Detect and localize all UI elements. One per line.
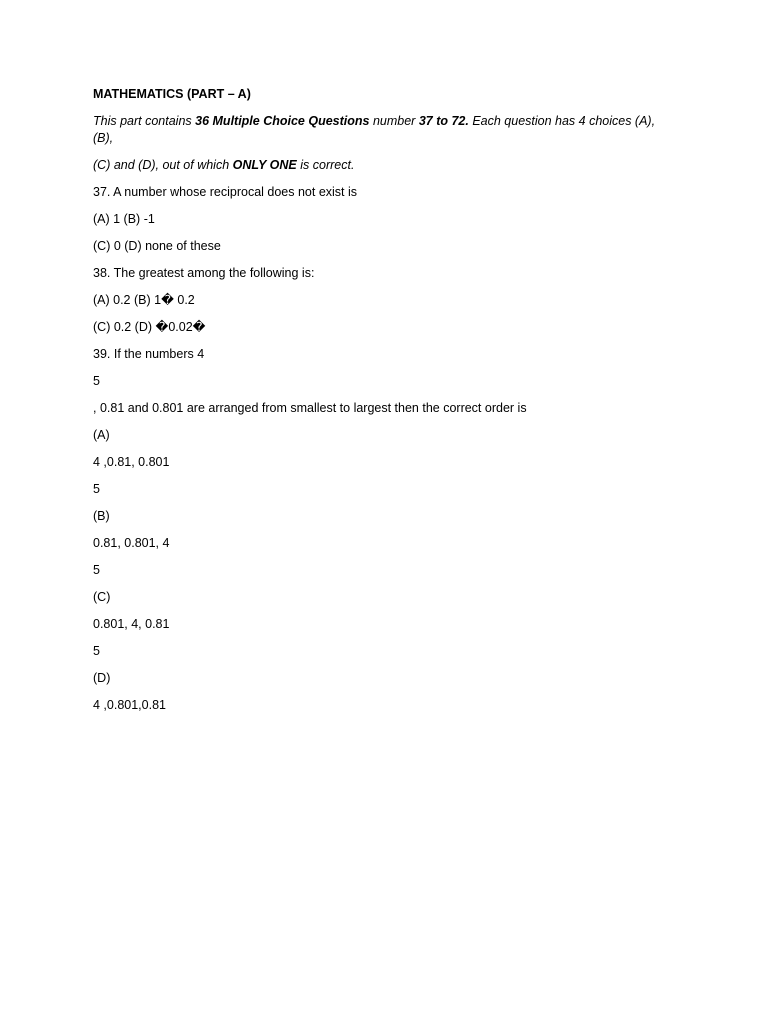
intro-text: This part contains	[93, 114, 196, 128]
question-line: 5	[93, 374, 100, 388]
question-line: (D)	[93, 671, 111, 685]
question-line: 38. The greatest among the following is:	[93, 266, 315, 280]
question-line: , 0.81 and 0.801 are arranged from smallest to largest then the correct order is	[93, 401, 527, 415]
question-line: (A) 0.2 (B) 1� 0.2	[93, 293, 195, 307]
intro-text: (C) and (D), out of which	[93, 158, 233, 172]
question-line: 0.801, 4, 0.81	[93, 617, 170, 631]
question-line: 37. A number whose reciprocal does not exist is	[93, 185, 358, 199]
question-line: (A)	[93, 428, 110, 442]
document-page	[93, 86, 673, 714]
question-line: 5	[93, 482, 100, 496]
question-line: 39. If the numbers 4	[93, 347, 205, 361]
question-line: 0.81, 0.801, 4	[93, 536, 170, 550]
question-line: 5	[93, 563, 100, 577]
question-line: (C) 0.2 (D) �0.02�	[93, 320, 206, 334]
intro-emphasis: 36 Multiple Choice Questions	[195, 114, 370, 128]
question-line: (C) 0 (D) none of these	[93, 239, 221, 253]
question-line: 5	[93, 644, 100, 658]
intro-text: is correct.	[296, 158, 355, 172]
question-line: (C)	[93, 590, 111, 604]
intro-text: number	[369, 114, 419, 128]
section-heading: MATHEMATICS (PART – A)	[93, 87, 251, 101]
intro-emphasis: ONLY ONE	[232, 158, 297, 172]
instructions-paragraph-1	[93, 113, 673, 147]
intro-emphasis: 37 to 72.	[418, 114, 469, 128]
instructions-paragraph-2	[93, 157, 673, 174]
question-line: (B)	[93, 509, 110, 523]
question-line: 4 ,0.81, 0.801	[93, 455, 170, 469]
intro-text: Each question has 4 choices (A), (B),	[93, 114, 656, 145]
question-line: 4 ,0.801,0.81	[93, 698, 166, 712]
question-line: (A) 1 (B) -1	[93, 212, 155, 226]
